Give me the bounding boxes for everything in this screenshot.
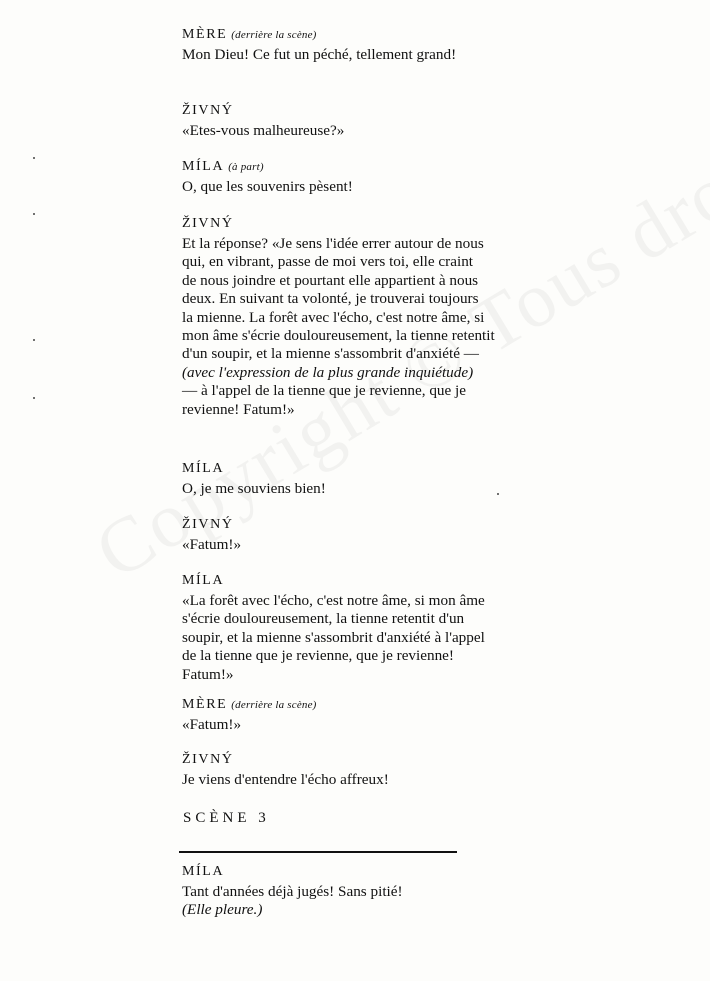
dialogue-line: Je viens d'entendre l'écho affreux! bbox=[182, 771, 389, 788]
dialogue-line: deux. En suivant ta volonté, je trouverai toujours bbox=[182, 290, 479, 308]
stage-direction: (derrière la scène) bbox=[231, 29, 317, 41]
dialogue-line: Tant d'années déjà jugés! Sans pitié! bbox=[182, 883, 403, 900]
speaker-label: ŽIVNÝ bbox=[182, 752, 234, 767]
scan-speck bbox=[33, 397, 35, 399]
scene-heading: SCÈNE 3 bbox=[183, 810, 270, 826]
speaker-label: ŽIVNÝ bbox=[182, 103, 234, 118]
dialogue-mila-2 bbox=[182, 461, 582, 498]
dialogue-zivny-1 bbox=[182, 103, 582, 140]
dialogue-mila-1 bbox=[182, 159, 582, 196]
dialogue-line: «Fatum!» bbox=[182, 716, 242, 733]
scene-divider bbox=[179, 851, 457, 853]
dialogue-zivny-3 bbox=[182, 517, 582, 554]
dialogue-mere-2 bbox=[182, 697, 582, 734]
dialogue-mere-1 bbox=[182, 27, 582, 64]
dialogue-mila-4 bbox=[182, 864, 582, 920]
dialogue-line: soupir, et la mienne s'assombrit d'anxiété à l'appel bbox=[182, 628, 485, 646]
stage-direction: (avec l'expression de la plus grande inquiétude) bbox=[182, 363, 474, 381]
speaker-label: MÍLA bbox=[182, 864, 225, 879]
speaker-label: MÈRE bbox=[182, 697, 228, 712]
scan-speck bbox=[33, 157, 35, 159]
dialogue-line: la mienne. La forêt avec l'écho, c'est notre âme, si bbox=[182, 308, 485, 326]
dialogue-line: Mon Dieu! Ce fut un péché, tellement grand! bbox=[182, 46, 457, 63]
dialogue-line: O, que les souvenirs pèsent! bbox=[182, 178, 353, 195]
dialogue-line: de nous joindre et pourtant elle appartient à nous bbox=[182, 271, 479, 289]
dialogue-line: d'un soupir, et la mienne s'assombrit d'anxiété — bbox=[182, 345, 479, 363]
speaker-label: MÍLA bbox=[182, 159, 225, 174]
stage-direction: (derrière la scène) bbox=[231, 699, 317, 711]
dialogue-text bbox=[182, 592, 582, 684]
speaker-label: MÍLA bbox=[182, 573, 225, 588]
dialogue-line: qui, en vibrant, passe de moi vers toi, elle craint bbox=[182, 253, 474, 271]
scan-speck bbox=[497, 493, 499, 495]
dialogue-zivny-2 bbox=[182, 216, 582, 419]
scan-speck bbox=[33, 339, 35, 341]
dialogue-line: de la tienne que je revienne, que je revienne! bbox=[182, 647, 454, 665]
speaker-label: ŽIVNÝ bbox=[182, 517, 234, 532]
stage-direction: (Elle pleure.) bbox=[182, 901, 263, 919]
dialogue-line: — à l'appel de la tienne que je revienne, que je bbox=[182, 382, 467, 400]
speaker-label: ŽIVNÝ bbox=[182, 216, 234, 231]
dialogue-line: O, je me souviens bien! bbox=[182, 480, 326, 497]
dialogue-line: revienne! Fatum!» bbox=[182, 400, 295, 418]
dialogue-line: mon âme s'écrie douloureusement, la tienne retentit bbox=[182, 327, 495, 345]
stage-direction: (à part) bbox=[228, 161, 264, 173]
dialogue-line: Fatum!» bbox=[182, 665, 234, 683]
speaker-label: MÍLA bbox=[182, 461, 225, 476]
speaker-label: MÈRE bbox=[182, 27, 228, 42]
scan-speck bbox=[33, 213, 35, 215]
dialogue-line: Et la réponse? «Je sens l'idée errer autour de nous bbox=[182, 235, 484, 252]
speaker-name bbox=[182, 27, 582, 43]
dialogue-line: «Fatum!» bbox=[182, 536, 242, 553]
dialogue-text bbox=[182, 235, 582, 419]
dialogue-line: «La forêt avec l'écho, c'est notre âme, si mon âme bbox=[182, 592, 485, 609]
dialogue-mila-3 bbox=[182, 573, 582, 684]
dialogue-line: s'écrie douloureusement, la tienne retentit d'un bbox=[182, 610, 465, 628]
dialogue-line: «Etes-vous malheureuse?» bbox=[182, 122, 345, 139]
speaker-name bbox=[182, 697, 582, 713]
speaker-name bbox=[182, 159, 582, 175]
dialogue-zivny-4 bbox=[182, 752, 582, 789]
